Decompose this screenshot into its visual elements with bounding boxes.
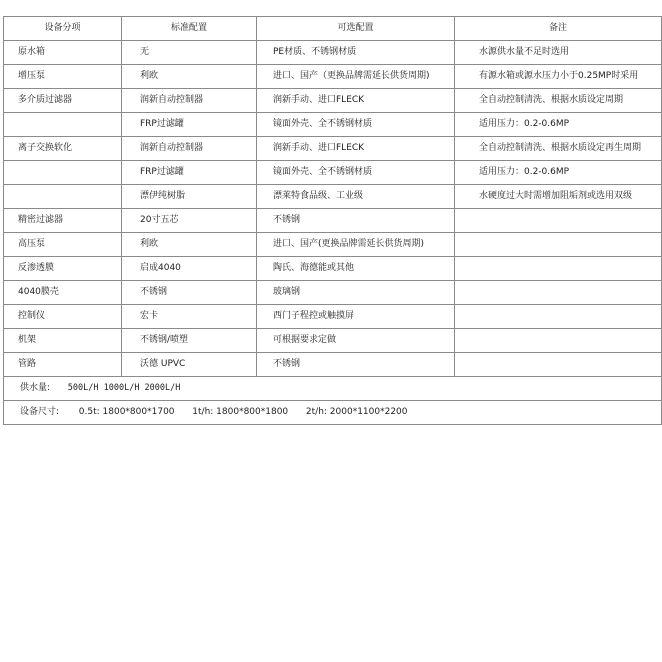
dimension-item: 1t/h: 1800*800*1800 [192, 407, 289, 417]
equipment-item-cell: 原水箱 [4, 41, 122, 65]
standard-config-cell: 润新自动控制器 [122, 137, 257, 161]
remarks-cell: 水源供水量不足时选用 [455, 41, 662, 65]
table-row [4, 41, 662, 65]
equipment-item-cell: 离子交换软化 [4, 137, 122, 161]
equipment-item-cell: 多介质过滤器 [4, 89, 122, 113]
supply-row [4, 377, 662, 401]
standard-config-cell: FRP过滤罐 [122, 113, 257, 137]
remarks-cell [455, 209, 662, 233]
table-row [4, 137, 662, 161]
supply-label: 供水量: [20, 383, 51, 393]
remarks-cell [455, 257, 662, 281]
dimension-item: 2t/h: 2000*1100*2200 [305, 407, 408, 417]
standard-config-cell: 不锈钢/喷塑 [122, 329, 257, 353]
equipment-item-cell [4, 113, 122, 137]
standard-config-cell: 20寸五芯 [122, 209, 257, 233]
standard-config-cell: 沃德 UPVC [122, 353, 257, 377]
standard-config-cell: 利欧 [122, 233, 257, 257]
equipment-item-cell [4, 161, 122, 185]
table-header-row [4, 17, 662, 41]
header-optional-config: 可选配置 [257, 17, 455, 41]
standard-config-cell: 润新自动控制器 [122, 89, 257, 113]
standard-config-cell: 启成4040 [122, 257, 257, 281]
table-row [4, 209, 662, 233]
remarks-cell: 水硬度过大时需增加阻垢剂或选用双级 [455, 185, 662, 209]
remarks-cell [455, 353, 662, 377]
supply-values: 500L/H 1000L/H 2000L/H [67, 383, 181, 393]
table-row [4, 65, 662, 89]
standard-config-cell: 利欧 [122, 65, 257, 89]
equipment-item-cell: 4040膜壳 [4, 281, 122, 305]
remarks-cell: 全自动控制清洗、根据水质设定再生周期 [455, 137, 662, 161]
optional-config-cell: 不锈钢 [257, 353, 455, 377]
optional-config-cell: 润新手动、进口FLECK [257, 89, 455, 113]
table-row [4, 185, 662, 209]
table-row [4, 281, 662, 305]
equipment-item-cell [4, 185, 122, 209]
optional-config-cell: 不锈钢 [257, 209, 455, 233]
equipment-item-cell: 高压泵 [4, 233, 122, 257]
optional-config-cell: 镜面外壳、全不锈钢材质 [257, 113, 455, 137]
equipment-item-cell: 增压泵 [4, 65, 122, 89]
table-row [4, 89, 662, 113]
remarks-cell [455, 233, 662, 257]
remarks-cell [455, 305, 662, 329]
optional-config-cell: 进口、国产（更换品牌需延长供货周期) [257, 65, 455, 89]
equipment-item-cell: 管路 [4, 353, 122, 377]
remarks-cell [455, 281, 662, 305]
header-standard-config: 标准配置 [122, 17, 257, 41]
header-remarks: 备注 [455, 17, 662, 41]
remarks-cell: 适用压力：0.2-0.6MP [455, 113, 662, 137]
optional-config-cell: PE材质、不锈钢材质 [257, 41, 455, 65]
optional-config-cell: 陶氏、海德能或其他 [257, 257, 455, 281]
equipment-item-cell: 控制仪 [4, 305, 122, 329]
table-row [4, 329, 662, 353]
optional-config-cell: 润新手动、进口FLECK [257, 137, 455, 161]
standard-config-cell: 不锈钢 [122, 281, 257, 305]
optional-config-cell: 漂莱特食品级、工业级 [257, 185, 455, 209]
remarks-cell: 适用压力：0.2-0.6MP [455, 161, 662, 185]
remarks-cell: 全自动控制清洗、根据水质设定周期 [455, 89, 662, 113]
table-row [4, 233, 662, 257]
optional-config-cell: 进口、国产(更换品牌需延长供货周期) [257, 233, 455, 257]
optional-config-cell: 西门子程控或触摸屏 [257, 305, 455, 329]
equipment-item-cell: 精密过滤器 [4, 209, 122, 233]
table-body [4, 41, 662, 377]
dimensions-label: 设备尺寸: [20, 407, 60, 417]
header-equipment-item: 设备分项 [4, 17, 122, 41]
table-row [4, 257, 662, 281]
supply-cell [4, 377, 662, 401]
dimension-item: 0.5t: 1800*800*1700 [78, 407, 175, 417]
standard-config-cell: FRP过滤罐 [122, 161, 257, 185]
table-row [4, 161, 662, 185]
dimensions-cell [4, 401, 662, 425]
standard-config-cell: 无 [122, 41, 257, 65]
remarks-cell: 有源水箱或源水压力小于0.25MP时采用 [455, 65, 662, 89]
optional-config-cell: 玻璃钢 [257, 281, 455, 305]
dimensions-row [4, 401, 662, 425]
equipment-spec-table [3, 16, 662, 425]
optional-config-cell: 可根据要求定做 [257, 329, 455, 353]
equipment-item-cell: 机架 [4, 329, 122, 353]
table-row [4, 113, 662, 137]
table-row [4, 353, 662, 377]
standard-config-cell: 宏卡 [122, 305, 257, 329]
table-row [4, 305, 662, 329]
remarks-cell [455, 329, 662, 353]
equipment-item-cell: 反渗透膜 [4, 257, 122, 281]
standard-config-cell: 漂伊纯树脂 [122, 185, 257, 209]
optional-config-cell: 镜面外壳、全不锈钢材质 [257, 161, 455, 185]
